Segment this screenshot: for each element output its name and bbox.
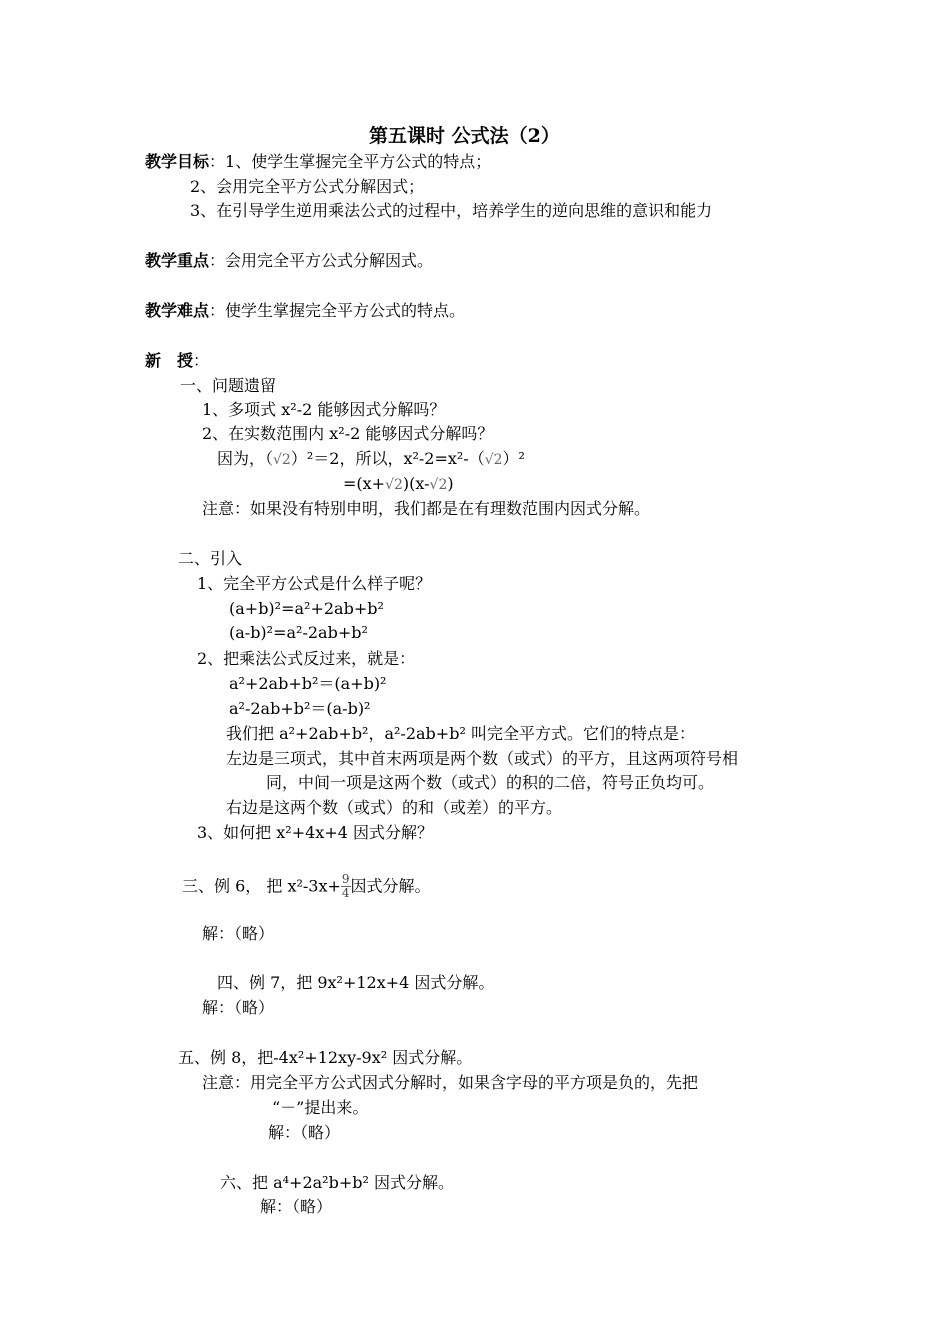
page-title: 第五课时 公式法（2） [369,125,560,147]
key-point-text: ：会用完全平方公式分解因式。 [209,251,434,270]
new-lesson-heading [145,353,209,369]
section5-note-2: “－”提出来。 [272,1098,369,1117]
fraction-denominator: 4 [341,886,350,901]
new-lesson-colon: ： [193,351,210,370]
section6-example: 六、把 a⁴+2a²b+b² 因式分解。 [220,1173,454,1192]
section1-reason [217,451,525,467]
formula-3: a²+2ab+b²＝(a+b)² [229,674,387,693]
example6-part-b: 因式分解。 [350,876,431,896]
formula-4: a²-2ab+b²＝(a-b)² [229,699,371,718]
section5-example: 五、例 8，把-4x²+12xy-9x² 因式分解。 [178,1048,473,1067]
sqrt-symbol: √2 [429,477,448,493]
new-lesson-label: 新 授 [145,351,194,370]
objectives-line-1 [145,154,491,170]
objective-1: 1、使学生掌握完全平方公式的特点； [225,152,492,171]
fraction-numerator: 9 [341,872,350,886]
result-part-a: =(x+ [343,474,386,493]
section3-solution: 解：（略） [202,924,275,943]
reason-part-c: ）² [502,449,525,468]
section6-solution: 解：（略） [260,1197,333,1216]
sqrt-symbol: √2 [273,452,291,468]
difficulty-text: ：使学生掌握完全平方公式的特点。 [209,301,466,320]
section5-note-1: 注意：用完全平方公式因式分解时，如果含字母的平方项是负的，先把 [202,1073,699,1092]
example6-part-a: 三、例 6， 把 x²-3x+ [182,876,341,896]
objectives-colon: ： [209,152,226,171]
reason-part-a: 因为，（ [217,449,274,468]
objective-3: 3、在引导学生逆用乘法公式的过程中，培养学生的逆向思维的意识和能力 [190,201,713,220]
difficulty-label: 教学难点 [145,301,210,320]
section5-solution: 解：（略） [268,1123,341,1142]
section1-result [343,476,454,492]
section1-q1: 1、多项式 x²-2 能够因式分解吗？ [202,400,446,419]
section2-q3: 3、如何把 x²+4x+4 因式分解？ [197,823,433,842]
formula-2: (a-b)²=a²-2ab+b² [229,623,368,642]
right-side-feature: 右边是这两个数（或式）的和（或差）的平方。 [226,798,563,817]
section4-solution: 解：（略） [202,998,275,1017]
objective-2: 2、会用完全平方公式分解因式； [190,177,425,196]
section1-heading: 一、问题遗留 [180,376,277,395]
section1-note: 注意：如果没有特别申明，我们都是在有理数范围内因式分解。 [202,499,651,518]
left-side-feature-2: 同，中间一项是这两个数（或式）的积的二倍，符号正负均可。 [266,773,715,792]
section3-example [182,873,431,900]
left-side-feature-1: 左边是三项式，其中首末两项是两个数（或式）的平方，且这两项符号相 [226,749,739,768]
key-point [145,253,433,269]
definition: 我们把 a²+2ab+b²，a²-2ab+b² 叫完全平方式。它们的特点是： [226,724,695,743]
fraction [341,873,351,900]
result-part-c: ) [447,474,454,493]
section1-q2: 2、在实数范围内 x²-2 能够因式分解吗？ [202,424,494,443]
result-part-b: )(x- [402,474,430,493]
section4-example: 四、例 7，把 9x²+12x+4 因式分解。 [217,973,495,992]
reason-part-b: ）²＝2，所以，x²-2=x²-（ [290,449,485,468]
section2-q2: 2、把乘法公式反过来，就是： [197,649,416,668]
objectives-label: 教学目标 [145,152,210,171]
section2-heading: 二、引入 [178,549,243,568]
key-point-label: 教学重点 [145,251,210,270]
sqrt-symbol: √2 [385,477,403,493]
difficulty [145,303,465,319]
formula-1: (a+b)²=a²+2ab+b² [229,599,384,618]
sqrt-symbol: √2 [484,452,503,468]
section2-q1: 1、完全平方公式是什么样子呢？ [197,574,432,593]
